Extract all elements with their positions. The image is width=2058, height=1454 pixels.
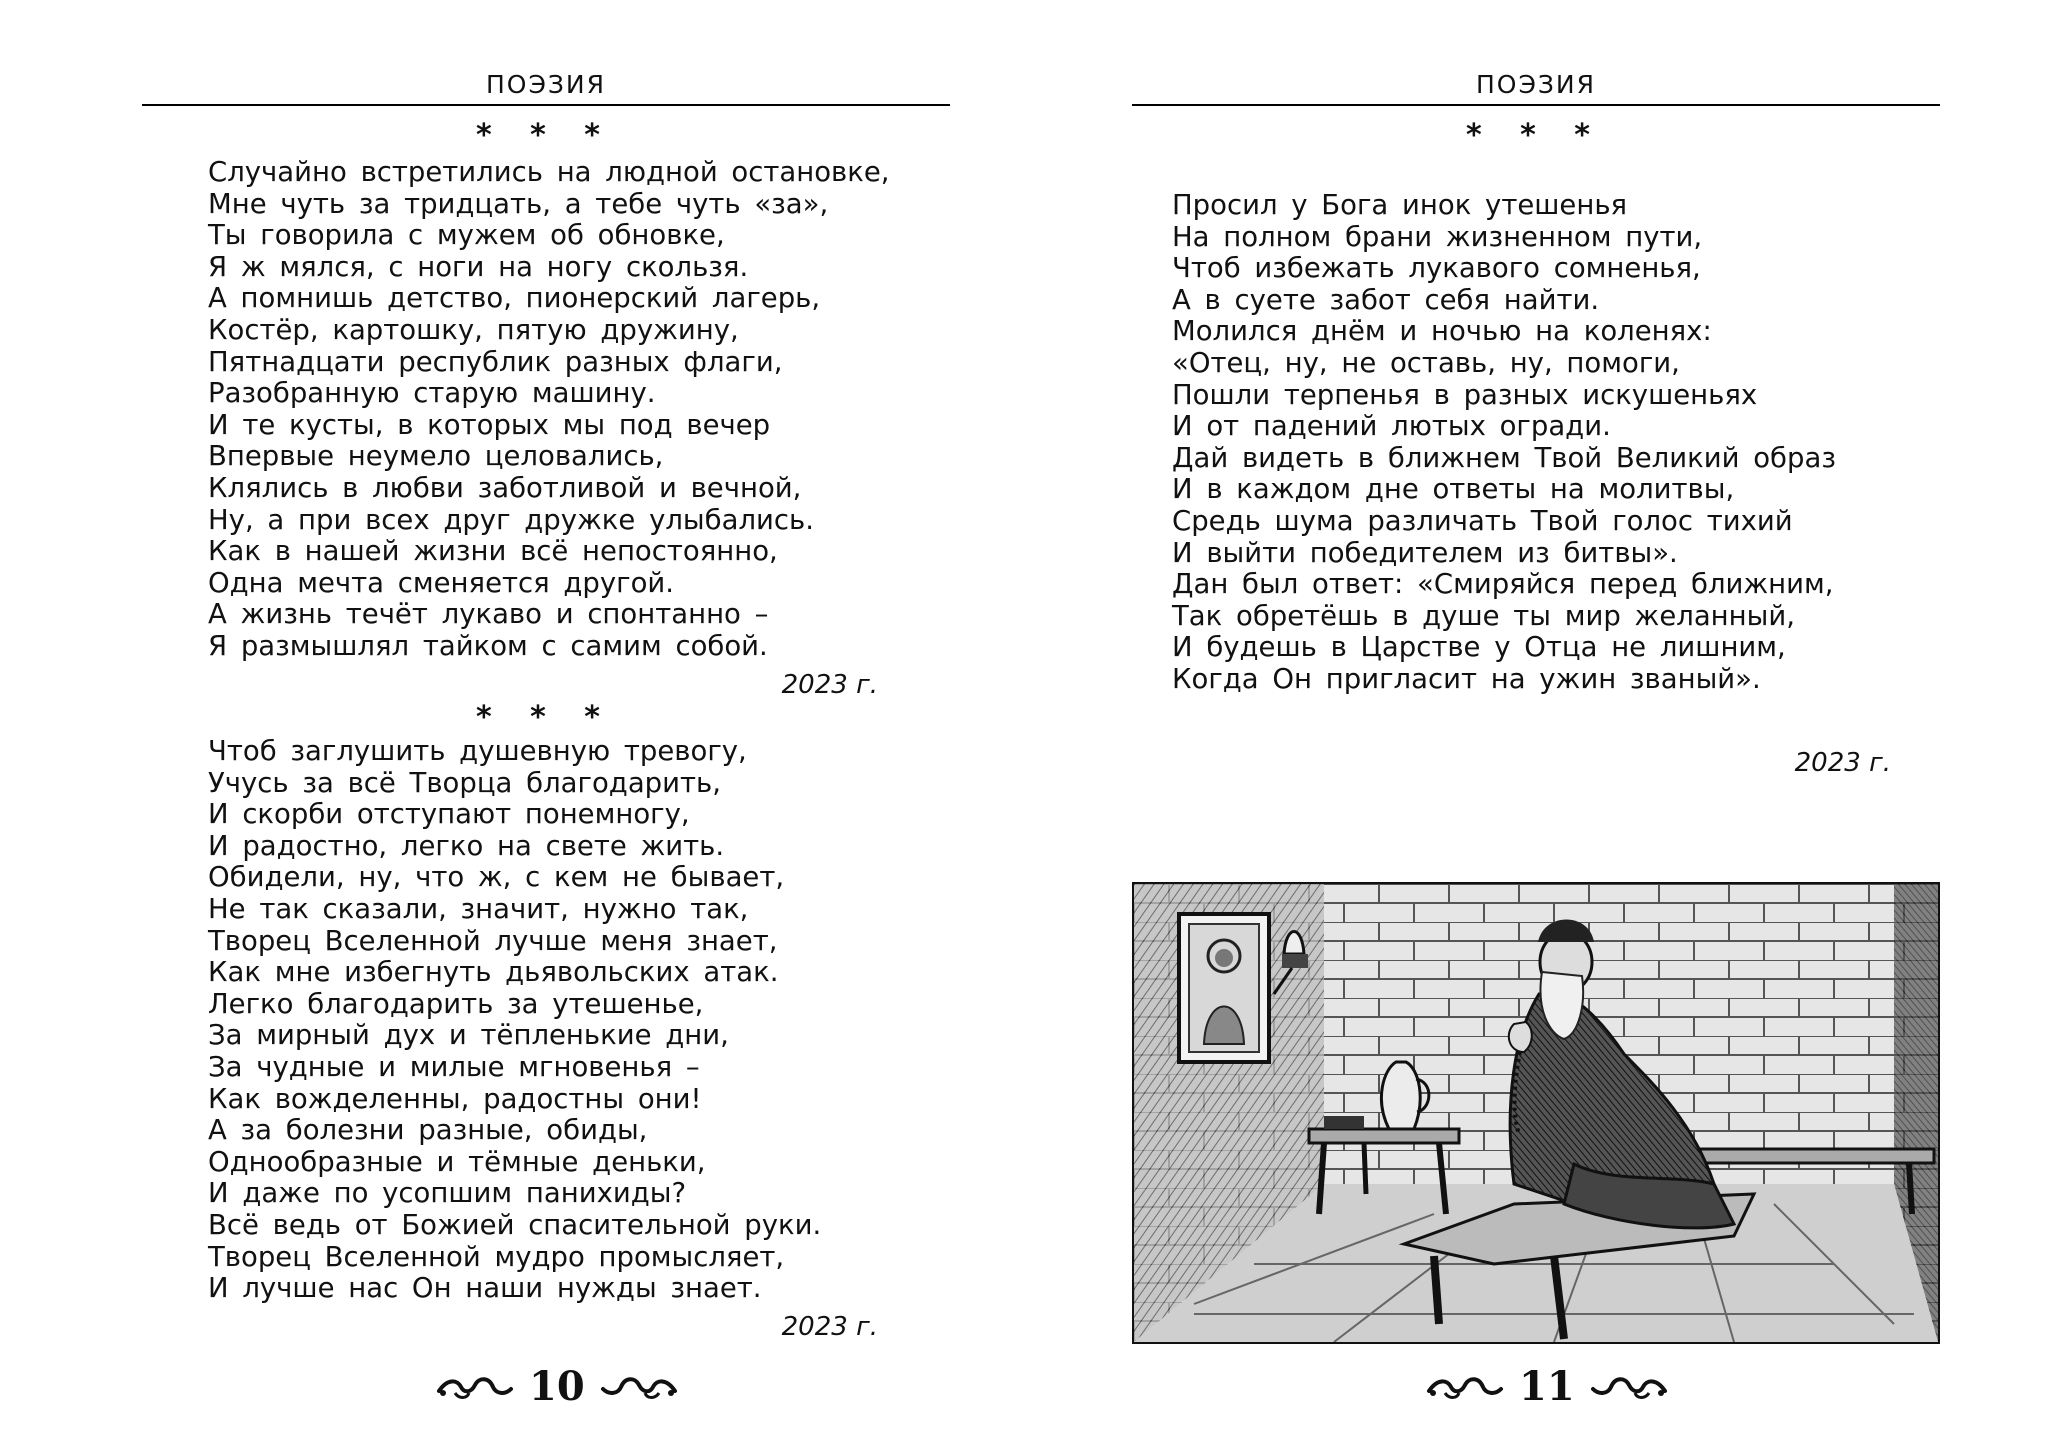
page-number-footer xyxy=(435,1362,679,1412)
running-header: ПОЭЗИЯ xyxy=(485,70,607,99)
poem-line: И в каждом дне ответы на молитвы, xyxy=(1172,473,1735,506)
poem-line: Творец Вселенной мудро промысляет, xyxy=(208,1240,785,1273)
page-number: 10 xyxy=(529,1363,585,1410)
poem-date: 2023 г. xyxy=(781,1312,878,1342)
poem-3 xyxy=(1172,190,1836,696)
header-rule xyxy=(142,104,950,106)
poem-line: Молился днём и ночью на коленях: xyxy=(1172,315,1712,348)
poem-line: И даже по усопшим панихиды? xyxy=(208,1177,687,1210)
poem-line: Так обретёшь в душе ты мир желанный, xyxy=(1172,599,1795,632)
poem-line: Средь шума различать Твой голос тихий xyxy=(1172,504,1793,537)
poem-line: Дай видеть в ближнем Твой Великий образ xyxy=(1172,441,1836,474)
poem-separator: * * * xyxy=(476,118,614,153)
poem-line: «Отец, ну, не оставь, ну, помоги, xyxy=(1172,346,1680,379)
poem-line: Я размышлял тайком с самим собой. xyxy=(208,629,768,662)
poem-line: Ты говорила с мужем об обновке, xyxy=(208,219,725,252)
left-flourish-icon xyxy=(1425,1369,1505,1405)
poem-line: За чудные и милые мгновенья – xyxy=(208,1050,700,1083)
poem-line: Однообразные и тёмные деньки, xyxy=(208,1145,706,1178)
praying-monk-illustration xyxy=(1132,882,1940,1344)
poem-line: Всё ведь от Божией спасительной руки. xyxy=(208,1208,822,1241)
poem-line: И выйти победителем из битвы». xyxy=(1172,536,1678,569)
poem-line: А помнишь детство, пионерский лагерь, xyxy=(208,282,821,315)
poem-line: Костёр, картошку, пятую дружину, xyxy=(208,313,739,346)
poem-line: Когда Он пригласит на ужин званый». xyxy=(1172,662,1761,695)
page-number: 11 xyxy=(1519,1363,1575,1410)
poem-2 xyxy=(208,736,821,1305)
poem-line: Пошли терпенья в разных искушеньях xyxy=(1172,378,1758,411)
poem-line: Как мне избегнуть дьявольских атак. xyxy=(208,956,779,989)
poem-line: За мирный дух и тёпленькие дни, xyxy=(208,1019,729,1052)
right-flourish-icon xyxy=(1589,1369,1669,1405)
poem-line: Одна мечта сменяется другой. xyxy=(208,566,675,599)
poem-line: И радостно, легко на свете жить. xyxy=(208,829,725,862)
poem-line: И будешь в Царстве у Отца не лишним, xyxy=(1172,631,1786,664)
poem-line: Обидели, ну, что ж, с кем не бывает, xyxy=(208,861,785,894)
running-header: ПОЭЗИЯ xyxy=(1475,70,1597,99)
poem-line: И от падений лютых огради. xyxy=(1172,410,1611,443)
poem-line: Дан был ответ: «Смиряйся перед ближним, xyxy=(1172,568,1834,601)
poem-separator: * * * xyxy=(476,700,614,735)
poem-line: Учусь за всё Творца благодарить, xyxy=(208,766,721,799)
header-rule xyxy=(1132,104,1940,106)
poem-line: Случайно встретились на людной остановке, xyxy=(208,156,890,188)
right-flourish-icon xyxy=(599,1369,679,1405)
left-flourish-icon xyxy=(435,1369,515,1405)
poem-line: Легко благодарить за утешенье, xyxy=(208,987,704,1020)
poem-line: Ну, а при всех друг дружке улыбались. xyxy=(208,503,814,536)
poem-line: Как вожделенны, радостны они! xyxy=(208,1082,702,1115)
poem-line: И те кусты, в которых мы под вечер xyxy=(208,408,771,441)
poem-line: Чтоб заглушить душевную тревогу, xyxy=(208,735,747,767)
poem-line: Чтоб избежать лукавого сомненья, xyxy=(1172,252,1701,285)
poem-separator: * * * xyxy=(1466,118,1604,153)
poem-line: А за болезни разные, обиды, xyxy=(208,1114,648,1147)
poem-line: Просил у Бога инок утешенья xyxy=(1172,189,1628,221)
page-number-footer xyxy=(1425,1362,1669,1412)
right-page xyxy=(1029,0,2058,1454)
poem-line: Не так сказали, значит, нужно так, xyxy=(208,892,749,925)
poem-line: На полном брани жизненном пути, xyxy=(1172,220,1703,253)
poem-line: Я ж мялся, с ноги на ногу скользя. xyxy=(208,250,749,283)
poem-line: Пятнадцати республик разных флаги, xyxy=(208,345,783,378)
poem-line: Впервые неумело целовались, xyxy=(208,440,664,473)
poem-line: Творец Вселенной лучше меня знает, xyxy=(208,924,778,957)
poem-line: Мне чуть за тридцать, а тебе чуть «за», xyxy=(208,187,829,220)
poem-line: Клялись в любви заботливой и вечной, xyxy=(208,471,802,504)
poem-date: 2023 г. xyxy=(1794,748,1891,778)
poem-line: И лучше нас Он наши нужды знает. xyxy=(208,1272,762,1305)
praying-monk-icon xyxy=(1134,884,1938,1342)
poem-line: И скорби отступают понемногу, xyxy=(208,798,690,831)
poem-line: А жизнь течёт лукаво и спонтанно – xyxy=(208,598,769,631)
poem-line: Как в нашей жизни всё непостоянно, xyxy=(208,535,778,568)
poem-line: Разобранную старую машину. xyxy=(208,377,656,410)
poem-date: 2023 г. xyxy=(781,670,878,700)
poem-1 xyxy=(208,157,890,663)
poem-line: А в суете забот себя найти. xyxy=(1172,283,1600,316)
